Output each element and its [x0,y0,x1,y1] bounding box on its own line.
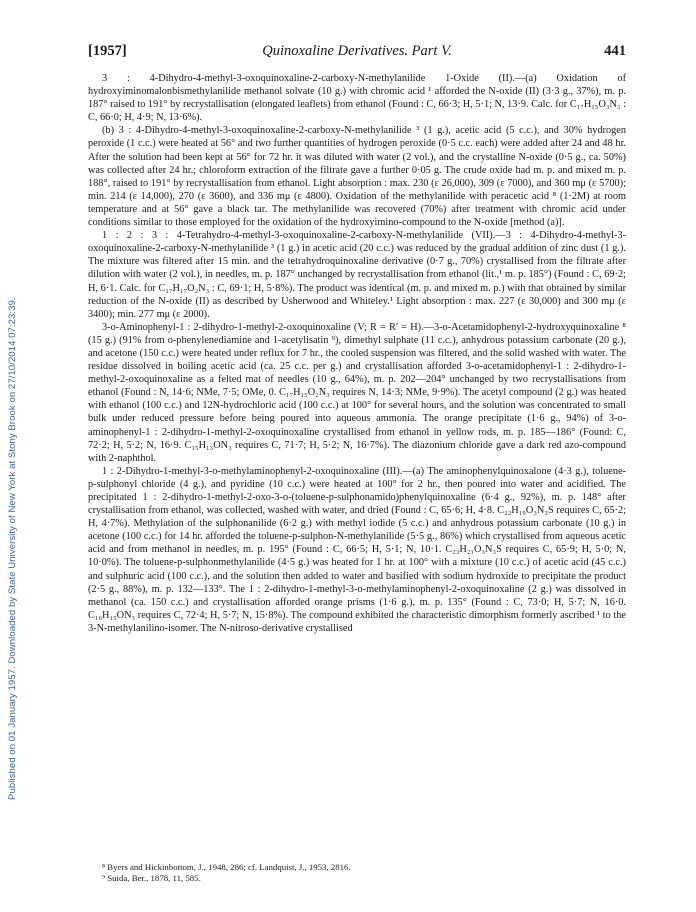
footnote: ⁸ Byers and Hickinbottom, J., 1948, 286; cf. Landquist, J., 1953, 2816. [102,862,351,872]
header-year: [1957] [88,43,127,59]
article-body [88,72,626,635]
page-header [88,43,626,63]
paragraph: 1 : 2-Dihydro-1-methyl-3-o-methylaminophenyl-2-oxoquinoxaline (III).—(a) The aminophenylquinoxalone (4·3 g.), toluene-p-sulphonyl chloride (4 g.), and pyridine (10 c.c.) were heated at 100° for 2 hr., then poured into water and acidified. The precipitated 1 : 2-dihydro-1-methyl-2-oxo-3-o-(toluene-p-sulphonamido)phenylquinoxaline (6·4 g., 92%), m. p. 148° after crystallisation from ethanol, was collected, washed with water, and dried (Found : C, 65·6; H, 4·8. C₂₂H₁₉O₃N₃S requires C, 65·2; H, 4·7%). Methylation of the sulphonanilide (6·2 g.) with methyl iodide (5 c.c.) and anhydrous potassium carbonate (10 g.) in acetone (100 c.c.) for 14 hr. afforded the toluene-p-sulphon-N-methylanilide (5·5 g., 86%) which crystallised from aqueous acetic acid and from methanol in needles, m. p. 195° (Found : C, 66·5; H, 5·1; N, 10·1. C₂₃H₂₁O₃N₃S requires C, 65·9; H, 5·0; N, 10·0%). The toluene-p-sulphonmethylanilide (4·5 g.) was heated for 1 hr. at 100° with a mixture (10 c.c.) of acetic acid (45 c.c.) and sulphuric acid (100 c.c.), and the solution then added to water and basified with sodium hydroxide to precipitate the product (2·5 g., 88%), m. p. 132—133°. The 1 : 2-dihydro-1-methyl-3-o-methylaminophenyl-2-oxoquinoxaline (2 g.) was dissolved in methanol (ca. 150 c.c.) and crystallisation afforded orange prisms (1·6 g.), m. p. 135° (Found : C, 73·0; H, 5·7; N, 16·0. C₁₆H₁₅ON₃ requires C, 72·4; H, 5·7; N, 15·8%). The compound exhibited the characteristic dimorphism formerly ascribed ¹ to the 3-N-methylanilino-isomer. The N-nitroso-derivative crystallised [88,465,626,634]
footnote: ⁹ Suida, Ber., 1878, 11, 585. [102,873,201,883]
sidebar-download-notice[interactable]: Published on 01 January 1957. Downloaded by State University of New York at Stony Brook on 27/10/2014 07:23:39. [7,297,18,800]
header-title: Quinoxaline Derivatives. Part V. [262,43,452,59]
footnotes [88,862,626,884]
publication-sidebar [6,0,20,912]
paragraph: 3 : 4-Dihydro-4-methyl-3-oxoquinoxaline-2-carboxy-N-methylanilide 1-Oxide (II).—(a) Oxidation of hydroxyiminomalonbismethylanilide methanol solvate (10 g.) with chromic acid ¹ afforded the N-oxide (II) (3·3 g., 37%), m. p. 187° raised to 191° by recrystallisation (elongated leaflets) from ethanol (Found : C, 66·3; H, 5·1; N, 13·9. Calc. for C₁₇H₁₅O₃N₃ : C, 66·0; H, 4·9; N, 13·6%). [88,73,626,124]
paragraph: 1 : 2 : 3 : 4-Tetrahydro-4-methyl-3-oxoquinoxaline-2-carboxy-N-methylanilide (VII).—3 : 4-Dihydro-4-methyl-3-oxoquinoxaline-2-carboxy-N-methylanilide ³ (1 g.) in acetic acid (20 c.c.) was reduced by the gradual addition of zinc dust (1 g.). The mixture was filtered after 15 min. and the tetrahydroquinoxaline derivative (0·7 g., 70%) crystallised from the filtrate after dilution with water (2 vol.), in needles, m. p. 187° unchanged by recrystallisation from ethanol (lit.,¹ m. p. 185°) (Found : C, 69·2; H, 6·1. Calc. for C₁₇H₁₇O₂N₃ : C, 69·1; H, 5·8%). The product was identical (m. p. and mixed m. p.) with that obtained by similar reduction of the N-oxide (II) as described by Usherwood and Whiteley.¹ Light absorption : max. 227 (ε 30,000) and 300 mμ (ε 3400); min. 277 mμ (ε 2000). [88,230,626,320]
paragraph: 3-o-Aminophenyl-1 : 2-dihydro-1-methyl-2-oxoquinoxaline (V; R = R′ = H).—3-o-Acetamidophenyl-2-hydroxyquinoxaline ⁸ (15 g.) (91% from o-phenylenediamine and 1-acetylisatin ⁹), dimethyl sulphate (11 c.c.), anhydrous potassium carbonate (20 g.), and acetone (150 c.c.) were heated under reflux for 7 hr., the cooled suspension was filtered, and the solid washed with water. The residue dissolved in boiling acetic acid (ca. 25 c.c. per g.) and crystallisation afforded 3-o-acetamidophenyl-1 : 2-dihydro-1-methyl-2-oxoquinoxaline as a felted mat of needles (10 g., 64%), m. p. 202—204° unchanged by two recrystallisations from ethanol (Found : N, 14·6; NMe, 7·5; OMe, 0. C₁₇H₁₅O₂N₃ requires N, 14·3; NMe, 9·9%). The acetyl compound (2 g.) was heated with ethanol (100 c.c.) and 12N-hydrochloric acid (100 c.c.) at 100° for several hours, and the solution was concentrated to small bulk under reduced pressure before being poured into aqueous ammonia. The orange precipitate (1·6 g., 94%) of 3-o-aminophenyl-1 : 2-dihydro-1-methyl-2-oxoquinoxaline crystallised from ethanol in yellow rods, m. p. 185—186° (Found: C, 72·2; H, 5·2; N, 16·9. C₁₅H₁₃ON₃ requires C, 71·7; H, 5·2; N, 16·7%). The diazonium chloride gave a dark red azo-compound with 2-naphthol. [88,321,626,464]
paragraph: (b) 3 : 4-Dihydro-4-methyl-3-oxoquinoxaline-2-carboxy-N-methylanilide ³ (1 g.), acetic acid (5 c.c.), and 30% hydrogen peroxide (1 c.c.) were heated at 56° and two further quantities of hydrogen peroxide (0·5 c.c. each) were added after 24 and 48 hr. After the solution had been kept at 56° for 72 hr. it was diluted with water (2 vol.), and the crystalline N-oxide (0·5 g., ca. 50%) was collected after 24 hr.; chloroform extraction of the filtrate gave a further 0·05 g. The crude oxide had m. p. and mixed m. p. 188°, raised to 191° by recrystallisation from ethanol. Light absorption : max. 230 (ε 26,000), 309 (ε 7000), and 360 mμ (ε 5700); min. 214 (ε 14,000), 270 (ε 3600), and 336 mμ (ε 4800). Oxidation of the methylanilide with peracetic acid ⁸ (1·2M) at room temperature and at 56° gave a black tar. The methylanilide was recovered (70%) after treatment with chromic acid under conditions similar to those employed for the oxidation of the hydroxyimino-compound to the N-oxide [method (a)]. [88,125,626,229]
header-page-number: 441 [604,43,626,59]
